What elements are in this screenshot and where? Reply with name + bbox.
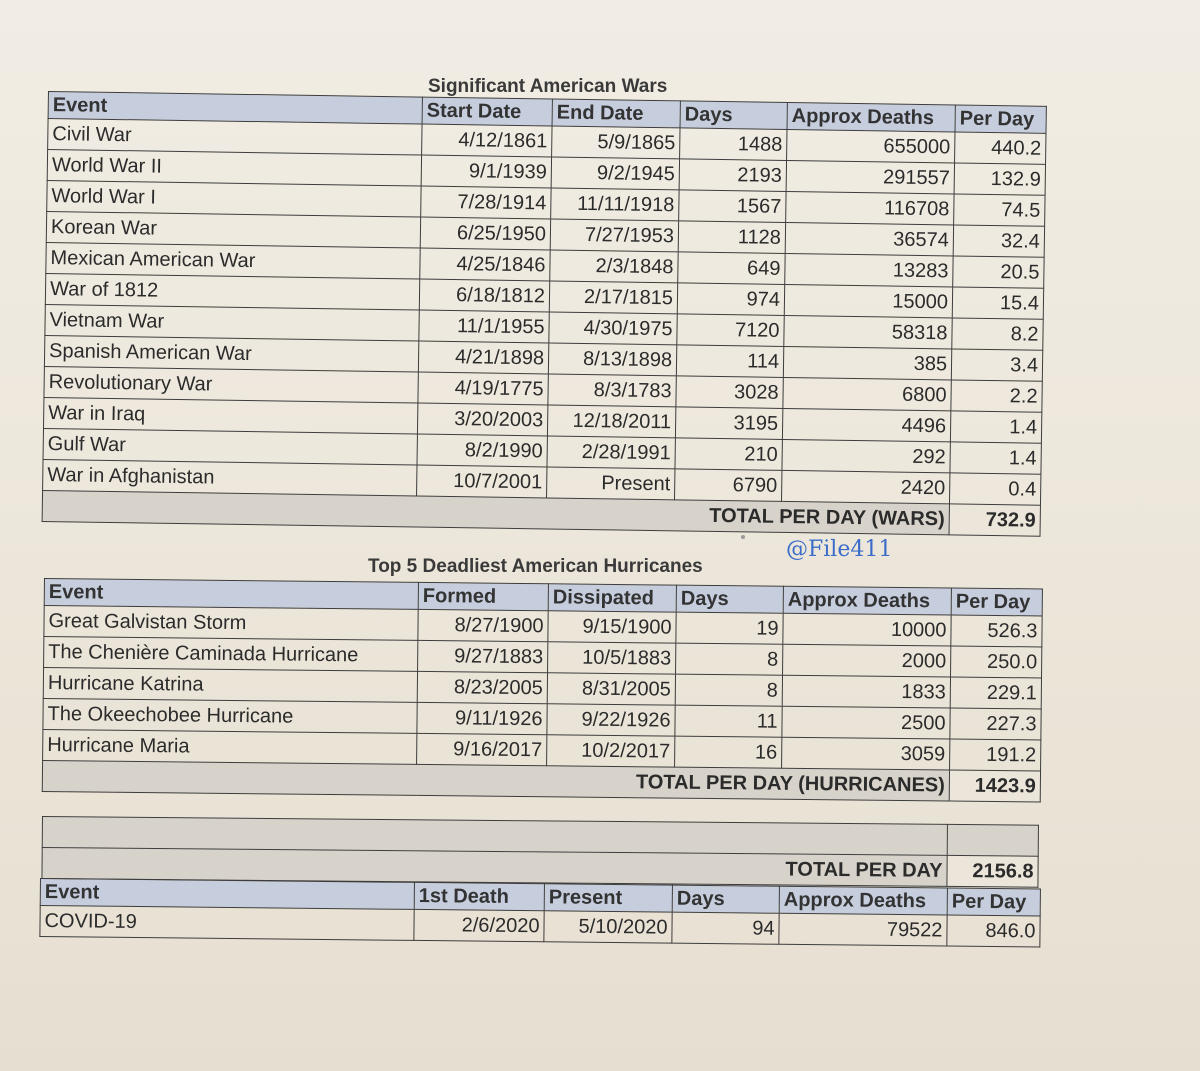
wars-cell-days: 1128 <box>678 221 785 254</box>
wars-table <box>42 91 1047 537</box>
hurricanes-cell-end: 10/2/2017 <box>547 735 675 767</box>
watermark: @File411 <box>786 537 893 562</box>
wars-cell-deaths: 291557 <box>786 160 954 193</box>
wars-cell-days: 1567 <box>679 190 786 223</box>
wars-cell-days: 210 <box>675 438 782 471</box>
covid-cell-per-day: 846.0 <box>947 915 1040 947</box>
wars-cell-days: 974 <box>677 283 784 316</box>
grand-total-table <box>41 816 1039 888</box>
wars-cell-deaths: 36574 <box>785 222 953 255</box>
wars-cell-per-day: 132.9 <box>954 163 1045 195</box>
wars-cell-deaths: 116708 <box>786 191 954 224</box>
wars-cell-event: Vietnam War <box>45 304 419 341</box>
covid-cell-days: 94 <box>672 912 779 944</box>
grand-total-label: TOTAL PER DAY <box>42 848 947 887</box>
wars-cell-end: 7/27/1953 <box>550 219 678 252</box>
wars-cell-end: 8/3/1783 <box>548 374 676 407</box>
wars-cell-start: 4/21/1898 <box>418 341 548 374</box>
wars-cell-per-day: 8.2 <box>952 318 1043 350</box>
wars-cell-start: 9/1/1939 <box>421 155 551 188</box>
hurricanes-cell-deaths: 2000 <box>783 644 951 677</box>
wars-header-start: Start Date <box>422 97 552 126</box>
hurricanes-header-start: Formed <box>418 582 548 610</box>
wars-cell-days: 114 <box>676 345 783 378</box>
hurricanes-cell-per-day: 229.1 <box>950 677 1041 709</box>
wars-cell-end: 5/9/1865 <box>552 126 680 159</box>
wars-total-label: TOTAL PER DAY (WARS) <box>42 490 949 534</box>
wars-cell-deaths: 2420 <box>781 470 949 503</box>
hurricanes-cell-event: The Okeechobee Hurricane <box>43 698 417 733</box>
hurricanes-cell-start: 9/16/2017 <box>417 733 547 765</box>
hurricanes-cell-end: 9/22/1926 <box>547 704 675 736</box>
hurricanes-cell-deaths: 10000 <box>783 613 951 646</box>
wars-cell-event: Korean War <box>46 211 420 248</box>
hurricanes-cell-start: 8/23/2005 <box>417 671 547 703</box>
wars-cell-start: 3/20/2003 <box>417 403 547 436</box>
wars-header-end: End Date <box>552 99 680 128</box>
covid-header-start: 1st Death <box>414 882 544 910</box>
covid-header-per-day: Per Day <box>947 888 1040 916</box>
hurricanes-cell-event: The Chenière Caminada Hurricane <box>44 637 418 672</box>
hurricanes-total-value: 1423.9 <box>949 770 1040 802</box>
hurricanes-table <box>42 578 1043 802</box>
wars-cell-end: Present <box>547 467 675 500</box>
wars-cell-per-day: 1.4 <box>950 411 1041 443</box>
hurricanes-cell-event: Hurricane Maria <box>43 729 417 764</box>
wars-cell-start: 7/28/1914 <box>421 186 551 219</box>
wars-cell-per-day: 2.2 <box>951 380 1042 412</box>
wars-header-days: Days <box>680 101 787 130</box>
wars-cell-per-day: 1.4 <box>950 442 1041 474</box>
hurricanes-cell-start: 9/11/1926 <box>417 702 547 734</box>
wars-cell-per-day: 440.2 <box>955 132 1046 164</box>
hurricanes-header-days: Days <box>676 585 783 613</box>
wars-cell-event: War in Iraq <box>43 397 417 434</box>
hurricanes-cell-start: 8/27/1900 <box>418 609 548 641</box>
hurricanes-cell-per-day: 227.3 <box>950 708 1041 740</box>
wars-cell-start: 11/1/1955 <box>419 310 549 343</box>
wars-cell-event: Revolutionary War <box>44 366 418 403</box>
hurricanes-cell-deaths: 2500 <box>782 706 950 739</box>
wars-cell-end: 8/13/1898 <box>548 343 676 376</box>
hurricanes-cell-event: Great Galvistan Storm <box>44 606 418 641</box>
wars-cell-days: 649 <box>678 252 785 285</box>
hurricanes-cell-deaths: 1833 <box>782 675 950 708</box>
wars-cell-event: Gulf War <box>43 428 417 465</box>
wars-cell-deaths: 6800 <box>783 377 951 410</box>
covid-table <box>39 878 1041 947</box>
hurricanes-header-end: Dissipated <box>548 584 676 612</box>
stray-mark <box>741 535 745 539</box>
wars-cell-start: 10/7/2001 <box>417 465 547 498</box>
wars-cell-per-day: 15.4 <box>952 287 1043 319</box>
hurricanes-cell-deaths: 3059 <box>782 737 950 770</box>
covid-cell-end: 5/10/2020 <box>544 911 672 943</box>
wars-cell-per-day: 74.5 <box>954 194 1045 226</box>
wars-title: Significant American Wars <box>428 76 668 97</box>
wars-cell-event: World War I <box>47 180 421 217</box>
wars-cell-days: 6790 <box>675 469 782 502</box>
wars-cell-end: 2/17/1815 <box>549 281 677 314</box>
hurricanes-cell-per-day: 526.3 <box>951 615 1042 647</box>
wars-cell-per-day: 20.5 <box>953 256 1044 288</box>
wars-cell-deaths: 58318 <box>784 315 952 348</box>
covid-cell-event: COVID-19 <box>40 906 414 941</box>
wars-cell-days: 3028 <box>676 376 783 409</box>
wars-cell-end: 12/18/2011 <box>547 405 675 438</box>
wars-cell-deaths: 15000 <box>784 284 952 317</box>
hurricanes-header-per-day: Per Day <box>951 588 1042 616</box>
hurricanes-cell-days: 19 <box>676 612 783 644</box>
wars-cell-event: Civil War <box>48 119 422 156</box>
wars-cell-days: 3195 <box>675 407 782 440</box>
wars-cell-event: Mexican American War <box>46 242 420 279</box>
hurricanes-header-event: Event <box>44 579 418 610</box>
hurricanes-cell-days: 11 <box>675 705 782 737</box>
wars-cell-deaths: 13283 <box>785 253 953 286</box>
hurricanes-cell-days: 8 <box>675 674 782 706</box>
wars-cell-end: 11/11/1918 <box>551 188 679 221</box>
wars-cell-event: War of 1812 <box>45 273 419 310</box>
wars-cell-per-day: 0.4 <box>949 473 1040 505</box>
covid-cell-deaths: 79522 <box>779 913 947 946</box>
hurricanes-cell-per-day: 191.2 <box>950 739 1041 771</box>
hurricanes-cell-end: 9/15/1900 <box>548 611 676 643</box>
covid-header-deaths: Approx Deaths <box>779 886 947 915</box>
covid-header-days: Days <box>672 885 779 913</box>
wars-cell-days: 1488 <box>680 128 787 161</box>
wars-cell-days: 2193 <box>679 159 786 192</box>
wars-cell-deaths: 385 <box>783 346 951 379</box>
wars-header-per-day: Per Day <box>955 105 1046 133</box>
wars-cell-event: World War II <box>47 150 421 187</box>
wars-header-event: Event <box>48 92 422 125</box>
wars-cell-end: 9/2/1945 <box>551 157 679 190</box>
wars-cell-days: 7120 <box>677 314 784 347</box>
hurricanes-cell-days: 16 <box>675 736 782 768</box>
wars-cell-per-day: 3.4 <box>951 349 1042 381</box>
wars-cell-end: 4/30/1975 <box>549 312 677 345</box>
wars-cell-start: 4/25/1846 <box>420 248 550 281</box>
hurricanes-total-label: TOTAL PER DAY (HURRICANES) <box>42 760 949 800</box>
wars-cell-event: War in Afghanistan <box>43 459 417 496</box>
wars-cell-deaths: 292 <box>782 439 950 472</box>
wars-cell-start: 6/18/1812 <box>419 279 549 312</box>
wars-cell-event: Spanish American War <box>44 335 418 372</box>
hurricanes-title: Top 5 Deadliest American Hurricanes <box>368 556 703 577</box>
wars-header-deaths: Approx Deaths <box>787 102 955 131</box>
wars-cell-start: 4/12/1861 <box>422 124 552 157</box>
hurricanes-cell-end: 8/31/2005 <box>547 673 675 705</box>
covid-cell-start: 2/6/2020 <box>414 909 544 941</box>
wars-cell-end: 2/28/1991 <box>547 436 675 469</box>
grand-total-spacer-end <box>947 824 1038 856</box>
hurricanes-header-deaths: Approx Deaths <box>783 586 951 615</box>
wars-table-block <box>42 91 1046 537</box>
wars-cell-deaths: 4496 <box>782 408 950 441</box>
hurricanes-cell-days: 8 <box>676 643 783 675</box>
covid-header-end: Present <box>544 884 672 912</box>
wars-cell-deaths: 655000 <box>787 129 955 162</box>
grand-total-value: 2156.8 <box>947 855 1038 887</box>
hurricanes-cell-event: Hurricane Katrina <box>43 668 417 703</box>
hurricanes-cell-end: 10/5/1883 <box>548 642 676 674</box>
wars-cell-start: 8/2/1990 <box>417 434 547 467</box>
wars-cell-start: 6/25/1950 <box>420 217 550 250</box>
hurricanes-cell-start: 9/27/1883 <box>418 640 548 672</box>
covid-table-block <box>39 878 1040 947</box>
covid-header-event: Event <box>40 879 414 910</box>
wars-total-value: 732.9 <box>949 504 1040 536</box>
hurricanes-table-block <box>42 578 1042 802</box>
wars-cell-start: 4/19/1775 <box>418 372 548 405</box>
hurricanes-cell-per-day: 250.0 <box>951 646 1042 678</box>
wars-cell-per-day: 32.4 <box>953 225 1044 257</box>
grand-total-block <box>41 816 1038 888</box>
wars-cell-end: 2/3/1848 <box>550 250 678 283</box>
